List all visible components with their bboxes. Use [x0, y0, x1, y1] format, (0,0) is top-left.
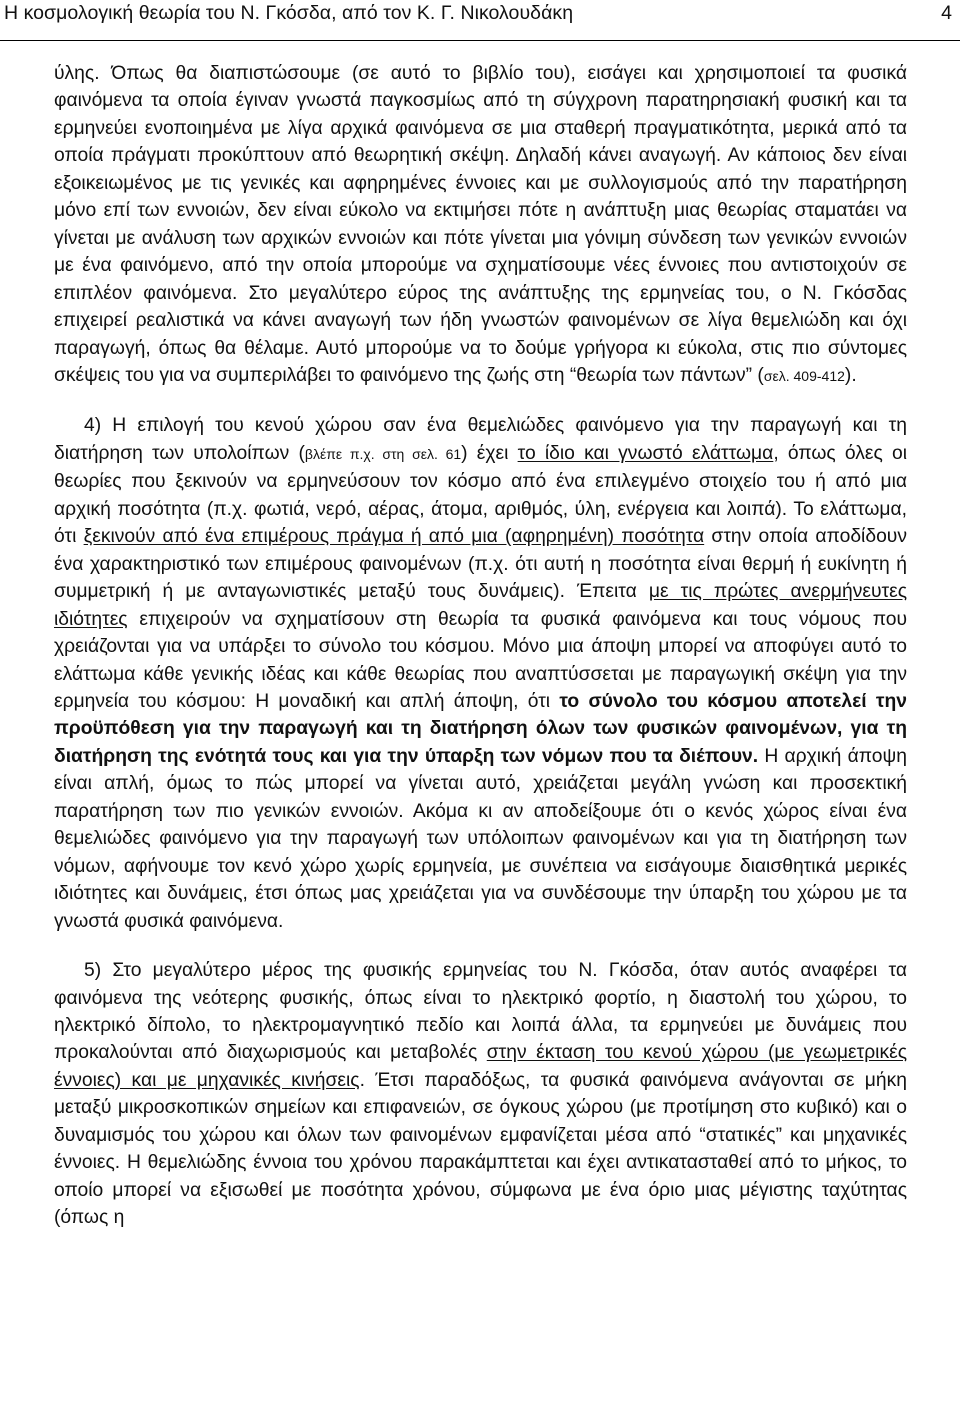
text-segment: ύλης. Όπως θα διαπιστώσουμε (σε αυτό το βιβλίο του), εισάγει και χρησιμοποιεί τα φυσικά φαινόμενα τα οποία έγιναν γνωστά παγκοσμίως από τη σύγχρονη παρατηρησιακή φυσική και τα ερμηνεύει ενοποιημένα με λίγα αρχικά φαινόμενα σε μια σταθερή πραγματικότητα, μερικά από τα οποία πράγματι προκύπτουν από θεωρητική σκέψη. Δηλαδή κάνει αναγωγή. Αν κάποιος δεν είναι εξοικειωμένος με τις γενικές και αφηρημένες έννοιες και με συλλογισμούς από την παρατήρηση μόνο επί των εννοιών, δεν είναι εύκολο να εκτιμήσει πότε η ανάπτυξη μιας θεωρίας σταματάει να γίνεται με ανάλυση των αρχικών εννοιών και πότε γίνεται μια γόνιμη σύνδεση των γενικών εννοιών με ένα φαινόμενο, από την οποία μπορούμε να σχηματίσουμε νέες έννοιες που αντιστοιχούν σε επιπλέον φαινόμενα. Στο μεγαλύτερο εύρος της ανάπτυξης της ερμηνείας του, ο Ν. Γκόσδας επιχειρεί ρεαλιστικά να κάνει αναγωγή των ήδη γνωστών φαινομένων σε λίγα θεμελιώδη και όχι παραγωγή, όπως θα θέλαμε. Αυτό μπορούμε να το δούμε γρήγορα κι εύκολα, στις πιο σύντομες σκέψεις του για να συμπεριλάβει το φαινόμενο της ζωής στη “θεωρία των πάντων” ( [54, 63, 907, 386]
paragraph-item-4 [54, 412, 907, 935]
underlined-phrase: με τις πρώτες ανερμήνευτες ιδιότητες [54, 581, 907, 630]
text-segment: στην οποία αποδίδουν ένα χαρακτηριστικό των επιμέρους φαινομένων (π.χ. ότι αυτή η ποσότητα είναι θερμή ή ευκίνητη ή συμμετρική ή με ανταγωνιστικές μεταξύ τους δυνάμεις). Έπειτα [54, 526, 907, 603]
header-title: Η κοσμολογική θεωρία του Ν. Γκόσδα, από τον Κ. Γ. Νικολουδάκη [4, 2, 574, 24]
text-segment: Στο μεγαλύτερο μέρος της φυσικής ερμηνείας του Ν. Γκόσδα, όταν αυτός αναφέρει τα φαινόμενα της νεότερης φυσικής, όπως είναι το ηλεκτρικό φορτίο, η διαστολή του χώρου, το ηλεκτρικό δίπολο, το ηλεκτρομαγνητικό πεδίο και λοιπά άλλα, τα ερμηνεύει με δυνάμεις που προκαλούνται από διαχωρισμούς και μεταβολές [54, 960, 907, 1064]
text-segment: επιχειρούν να σχηματίσουν στη θεωρία τα φυσικά φαινόμενα και τους νόμους που χρειάζονται για να υπάρξει το σύνολο του κόσμου. Μόνο μια άποψη μπορεί να αποφύγει αυτό το ελάττωμα κάθε γενικής ιδέας και κάθε θεωρίας που αναπτύσσεται με παραγωγική σκέψη για την ερμηνεία του κόσμου: Η μοναδική και απλή άποψη, ότι [54, 608, 907, 712]
text-segment: ) έχει [461, 442, 518, 464]
underlined-phrase: το ίδιο και γνωστό ελάττωμα [517, 442, 774, 464]
text-segment: Η επιλογή του κενού χώρου σαν ένα θεμελιώδες φαινόμενο για την παραγωγή και τη διατήρηση των υπολοίπων ( [54, 415, 907, 464]
paragraph-continuation [54, 60, 907, 390]
document-body [54, 60, 907, 1232]
page-reference: βλέπε π.χ. στη σελ. 61 [304, 445, 462, 462]
item-number: 5) [84, 960, 102, 982]
page-reference: σελ. 409-412 [763, 367, 845, 384]
page-number: 4 [941, 2, 952, 24]
paragraph-item-5 [54, 957, 907, 1232]
underlined-phrase: στην έκταση του κενού χώρου (με γεωμετρικές έννοιες) και με μηχανικές κινήσεις [54, 1042, 907, 1091]
item-number: 4) [84, 415, 102, 437]
text-segment: , όπως όλες οι θεωρίες που ξεκινούν να ερμηνεύσουν τον κόσμο από ένα επιλεγμένο στοιχείο του ή από μια αρχική ποσότητα (π.χ. φωτιά, νερό, αέρας, άτομα, αριθμός, ύλη, ενέργεια και λοιπά). Το ελάττωμα, ότι [54, 442, 908, 548]
underlined-phrase: ξεκινούν από ένα επιμέρους πράγμα ή από μια (αφηρημένη) ποσότητα [83, 526, 705, 548]
page-header [0, 0, 960, 41]
paragraph-gap [54, 390, 907, 412]
bold-statement: το σύνολο του κόσμου αποτελεί την προϋπόθεση για την παραγωγή και τη διατήρηση όλων των φυσικών φαινομένων, για τη διατήρηση της ενότητά τους και για την ύπαρξη των νόμων που τα διέπουν. [54, 690, 907, 767]
text-segment: Η αρχική άποψη είναι απλή, όμως το πώς μπορεί να γίνεται αυτό, χρειάζεται μεγάλη γνώση και προσεκτική παρατήρηση των πιο γενικών εννοιών. Ακόμα κι αν αποδείξουμε ότι ο κενός χώρος είναι ένα θεμελιώδες φαινόμενο για την παραγωγή των υπόλοιπων φαινομένων και για τη διατήρηση των νόμων, αφήνουμε τον κενό χώρο χωρίς ερμηνεία, με συνέπεια να εισάγουμε διαισθητικά μερικές ιδιότητες και δυνάμεις, έτσι όπως μας χρειάζεται για να συνδέσουμε την ύπαρξη του χώρου με τα γνωστά φυσικά φαινόμενα. [54, 745, 907, 932]
paragraph-gap [54, 935, 907, 957]
text-segment: ). [844, 364, 857, 386]
text-segment: . Έτσι παραδόξως, τα φυσικά φαινόμενα ανάγονται σε μήκη μεταξύ μικροσκοπικών σημείων και επιφανειών, σε όγκους χώρου (με προτίμηση στο κυβικό) και ο δυναμισμός του χώρου και όλων των φαινομένων εμφανίζεται μέσα από “στατικές” και μηχανικές έννοιες. Η θεμελιώδης έννοια του χρόνου παρακάμπτεται και έχει αντικατασταθεί από το μήκος, το οποίο μπορεί να εξισωθεί με ποσότητα χρόνου, σύμφωνα με ένα όριο μιας μέγιστης ταχύτητας (όπως η [54, 1069, 907, 1229]
